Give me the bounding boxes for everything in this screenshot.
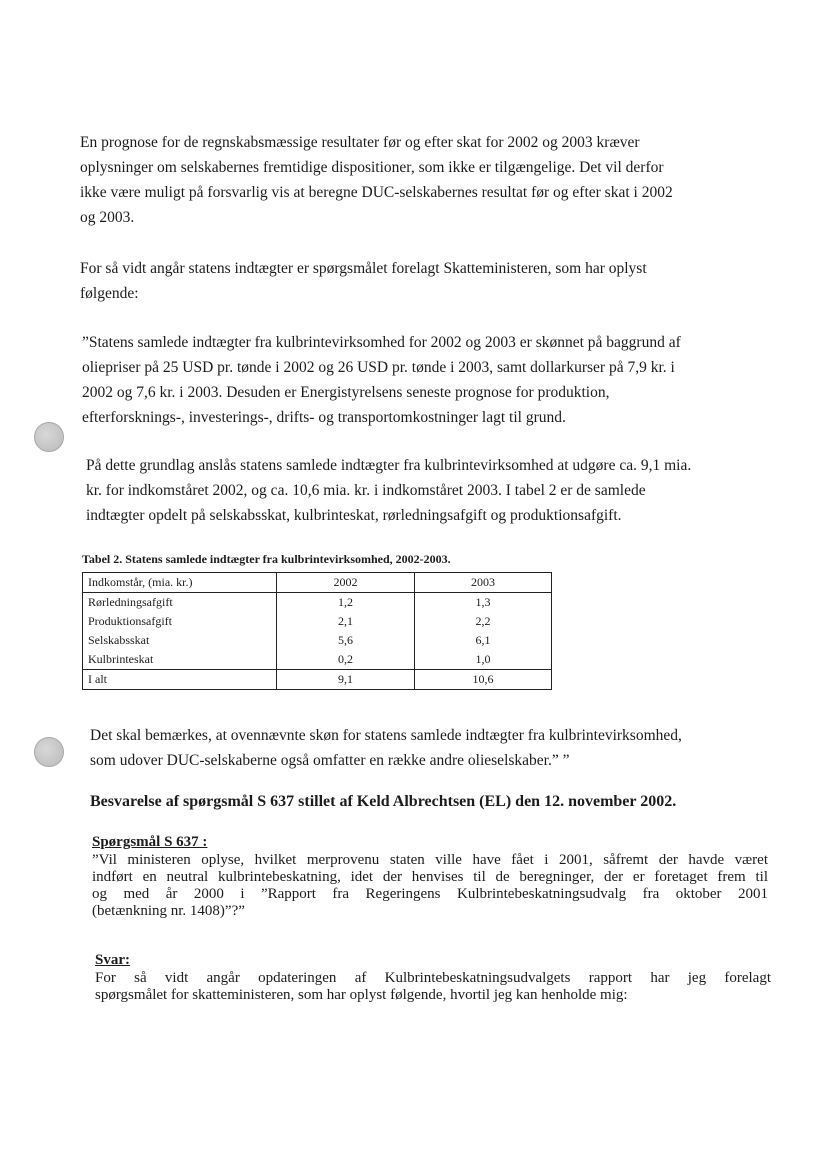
row-label: Selskabsskat xyxy=(83,631,277,650)
header-cell: 2003 xyxy=(415,573,552,593)
table-total-row xyxy=(83,670,552,690)
value-cell: 0,2 xyxy=(277,650,415,670)
value-cell: 2,2 xyxy=(475,614,491,628)
text-line: og 2003. xyxy=(80,209,135,226)
total-label: I alt xyxy=(83,670,277,690)
text-line: ikke være muligt på forsvarlig vis at beregne DUC-selskabernes resultat før og efter skat i 2002 xyxy=(80,184,673,201)
total-value: 10,6 xyxy=(415,670,552,690)
text-line: oliepriser på 25 USD pr. tønde i 2002 og 26 USD pr. tønde i 2003, samt dollarkurser på 7,9 kr. i xyxy=(82,359,675,376)
text-line: som udover DUC-selskaberne også omfatter en række andre olieselskaber.” ” xyxy=(90,752,570,769)
text-line: ”Vil ministeren oplyse, hvilket merprovenu staten ville have fået i 2001, såfremt der havde været xyxy=(92,852,768,868)
paragraph-2 xyxy=(80,256,647,306)
value-cell: 1,3 xyxy=(475,595,491,609)
text-line: indtægter opdelt på selskabsskat, kulbrinteskat, rørledningsafgift og produktionsafgift. xyxy=(86,507,622,524)
table-row xyxy=(83,612,552,631)
text-line: 2002 og 7,6 kr. i 2003. Desuden er Energistyrelsens seneste prognose for produktion, xyxy=(82,384,610,401)
table-row xyxy=(83,631,552,650)
answer-label: Svar: xyxy=(95,952,130,968)
text-line: (betænkning nr. 1408)”?” xyxy=(92,903,245,919)
value-cell: 5,6 xyxy=(277,631,415,650)
punch-hole-lower xyxy=(34,737,64,767)
section-heading: Besvarelse af spørgsmål S 637 stillet af Keld Albrechtsen (EL) den 12. november 2002. xyxy=(90,793,677,810)
value-cell: 2,1 xyxy=(277,612,415,631)
answer-text xyxy=(95,970,771,1004)
text-line: For så vidt angår opdateringen af Kulbrintebeskatningsudvalgets rapport har jeg forelagt xyxy=(95,970,771,986)
text-line: og med år 2000 i ”Rapport fra Regeringens Kulbrintebeskatningsudvalg fra oktober 2001 xyxy=(92,886,768,902)
header-cell: 2002 xyxy=(277,573,415,593)
row-label: Rørledningsafgift xyxy=(83,593,277,613)
question-text xyxy=(92,852,768,920)
text-line: ”Statens samlede indtægter fra kulbrintevirksomhed for 2002 og 2003 er skønnet på baggrund af xyxy=(82,334,681,351)
table-row xyxy=(83,593,552,613)
text-line: spørgsmålet for skatteministeren, som har oplyst følgende, hvortil jeg kan henholde mig: xyxy=(95,987,628,1003)
text-line: For så vidt angår statens indtægter er spørgsmålet forelagt Skatteministeren, som har oplyst xyxy=(80,260,647,277)
table-caption: Tabel 2. Statens samlede indtægter fra kulbrintevirksomhed, 2002-2003. xyxy=(82,552,451,566)
total-value: 9,1 xyxy=(277,670,415,690)
punch-hole-upper xyxy=(34,422,64,452)
text-line: indført en neutral kulbrintebeskatning, idet der henvises til de beregninger, der er foretaget frem til xyxy=(92,869,768,885)
text-line: efterforsknings-, investerings-, drifts- og transportomkostninger lagt til grund. xyxy=(82,409,566,426)
paragraph-1 xyxy=(80,130,673,230)
text-line: En prognose for de regnskabsmæssige resultater før og efter skat for 2002 og 2003 kræver xyxy=(80,134,640,151)
table-row xyxy=(83,650,552,670)
paragraph-5 xyxy=(90,723,682,773)
paragraph-4 xyxy=(86,453,691,528)
row-label: Produktionsafgift xyxy=(83,612,277,631)
text-line: kr. for indkomståret 2002, og ca. 10,6 mia. kr. i indkomståret 2003. I tabel 2 er de samlede xyxy=(86,482,646,499)
text-line: oplysninger om selskabernes fremtidige dispositioner, som ikke er tilgængelige. Det vil derfor xyxy=(80,159,664,176)
revenue-table xyxy=(82,572,552,690)
value-cell: 1,2 xyxy=(277,593,415,613)
value-cell: 6,1 xyxy=(475,633,491,647)
text-line: følgende: xyxy=(80,285,139,302)
value-cell: 1,0 xyxy=(475,652,491,666)
question-label: Spørgsmål S 637 : xyxy=(92,834,208,850)
header-cell: Indkomstår, (mia. kr.) xyxy=(83,573,277,593)
text-line: På dette grundlag anslås statens samlede indtægter fra kulbrintevirksomhed at udgøre ca. 9,1 mia. xyxy=(86,457,692,474)
row-label: Kulbrinteskat xyxy=(83,650,277,670)
paragraph-3 xyxy=(82,330,681,430)
text-line: Det skal bemærkes, at ovennævnte skøn for statens samlede indtægter fra kulbrintevirksomhed, xyxy=(90,727,682,744)
table-header-row xyxy=(83,573,552,593)
